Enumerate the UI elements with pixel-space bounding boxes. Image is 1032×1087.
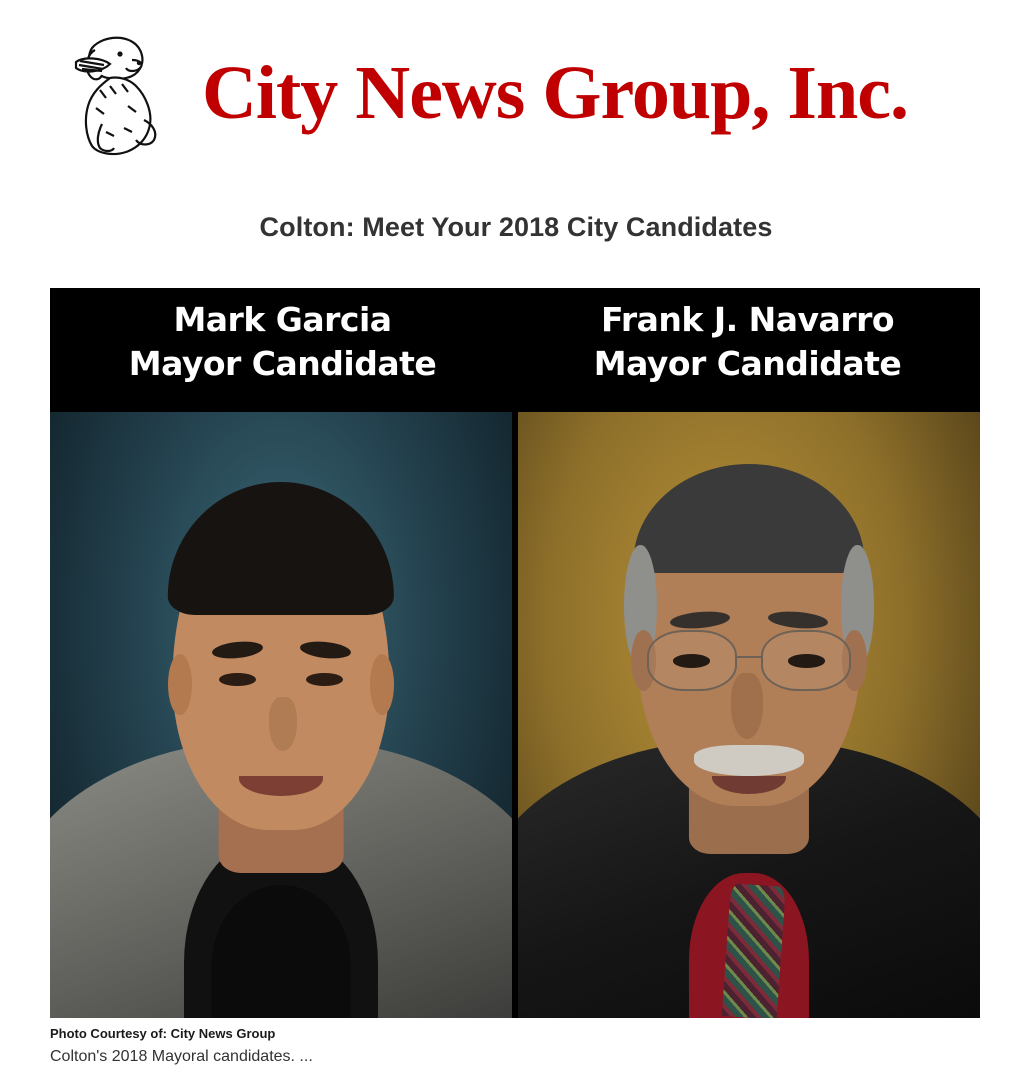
portrait-eye-right — [788, 654, 825, 667]
masthead — [40, 18, 992, 168]
portrait-mustache — [694, 745, 805, 775]
candidate-name: Mark Garcia — [173, 300, 392, 339]
portrait-ear-right — [370, 654, 394, 715]
portrait-eye-right — [306, 673, 343, 686]
banner-candidate-1 — [515, 288, 980, 412]
portrait-eye-left — [673, 654, 710, 667]
candidates-figure — [50, 288, 980, 1018]
banner-candidate-0 — [50, 288, 515, 412]
portrait-hair — [168, 482, 394, 615]
portrait-tie — [721, 883, 786, 1018]
candidate-photo-mark-garcia — [50, 412, 512, 1018]
candidate-role: Mayor Candidate — [593, 343, 902, 383]
masthead-title: City News Group, Inc. — [202, 51, 908, 135]
candidate-name-banner — [50, 288, 980, 412]
portrait-ear-left — [168, 654, 192, 715]
photo-credit: Photo Courtesy of: City News Group — [50, 1026, 276, 1041]
photo-caption: Colton's 2018 Mayoral candidates. ... — [50, 1048, 313, 1065]
portrait-eye-left — [219, 673, 256, 686]
eyeglass-bridge — [737, 656, 761, 658]
candidate-photo-frank-j-navarro — [518, 412, 980, 1018]
portrait-nose — [731, 673, 763, 740]
retriever-dog-with-newspaper-icon — [40, 28, 190, 158]
candidate-name: Frank J. Navarro — [600, 300, 895, 339]
portrait-hair — [634, 464, 865, 573]
page-title: Colton: Meet Your 2018 City Candidates — [259, 212, 773, 242]
candidate-role: Mayor Candidate — [128, 343, 437, 383]
candidate-photos — [50, 412, 980, 1018]
